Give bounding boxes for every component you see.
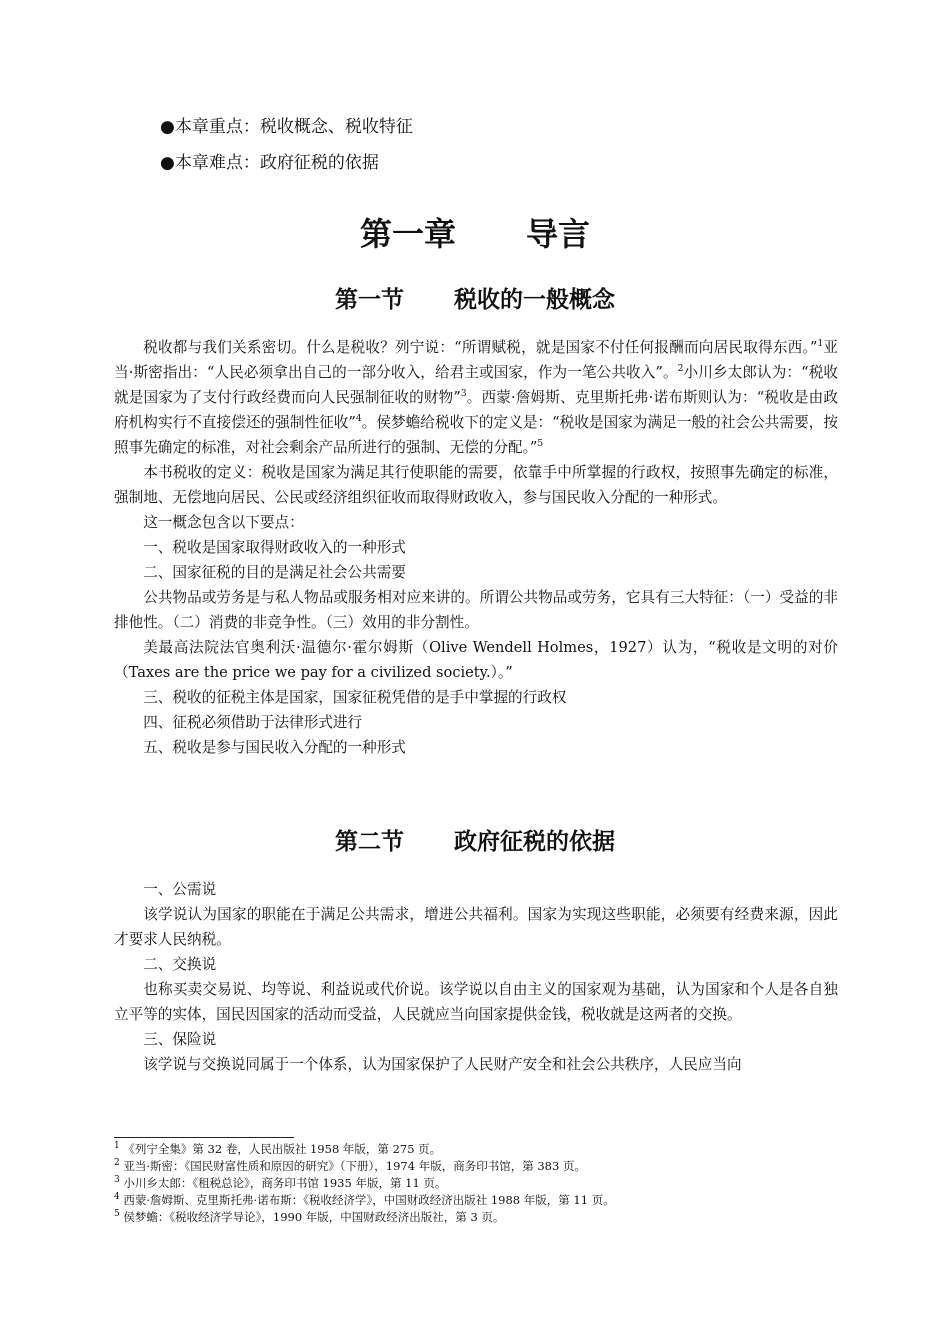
footnotes xyxy=(114,1141,838,1226)
section2-subheading-1: 一、公需说 xyxy=(143,881,217,898)
footnote-item: $^5$ 侯梦蟾：《税收经济学导论》，1990 年版，中国财政经济出版社，第 3 页。 xyxy=(114,1209,505,1224)
section2-paragraph-2: 也称买卖交易说、均等说、利益说或代价说。该学说以自由主义的国家观为基础，认为国家和个人是各自独立平等的实体，国民因国家的活动而受益，人民就应当向国家提供金钱，税收就是这两者的交换。 xyxy=(114,981,838,1023)
section2-subheading-2: 二、交换说 xyxy=(143,956,217,973)
chapter-number: 第一章 xyxy=(359,215,456,253)
footnote-separator xyxy=(114,1137,294,1138)
difficult-points-bullet: ●本章难点：政府征税的依据 xyxy=(160,153,379,173)
section1-heading xyxy=(0,284,950,316)
key-points-bullet: ●本章重点：税收概念、税收特征 xyxy=(160,117,413,137)
section1-paragraph-holmes-quote: 美最高法院法官奥利沃·温德尔·霍尔姆斯（Olive Wendell Holmes，1927）认为，“税收是文明的对价（Taxes are the price we pay for a civilized society.）。” xyxy=(114,639,838,681)
footnote-ref-4[interactable]: 4 xyxy=(355,414,362,425)
section1-point-3: 三、税收的征税主体是国家，国家征税凭借的是手中掌握的行政权 xyxy=(143,689,567,706)
footnote-ref-3[interactable]: 3 xyxy=(460,389,467,400)
section2-paragraph-3: 该学说与交换说同属于一个体系，认为国家保护了人民财产安全和社会公共秩序，人民应当向 xyxy=(143,1056,742,1073)
footnote-ref-5[interactable]: 5 xyxy=(537,439,544,450)
section2-body xyxy=(114,877,838,1077)
section1-title: 税收的一般概念 xyxy=(454,287,615,313)
footnote-item: $^2$ 亚当·斯密：《国民财富性质和原因的研究》（下册），1974 年版，商务印书馆，第 383 页。 xyxy=(114,1158,586,1173)
section2-heading xyxy=(0,826,950,858)
section1-paragraph-1: 税收都与我们关系密切。什么是税收？列宁说：“所谓赋税，就是国家不付任何报酬而向居民取得东西。”$^1$亚当·斯密指出：“人民必须拿出自己的一部分收入，给君主或国家，作为一笔公共收入”。$^2$小川乡太郎认为：“税收就是国家为了支付行政经费而向人民强制征收的财物”$^3$。西蒙·詹姆斯、克里斯托弗·诺布斯则认为：“税收是由政府机构实行不直接偿还的强制性征收”$^4$。侯梦蟾给税收下的定义是：“税收是国家为满足一般的社会公共需要，按照事先确定的标准，对社会剩余产品所进行的强制、无偿的分配。”$^5$ xyxy=(114,339,838,456)
footnote-item: $^1$ 《列宁全集》第 32 卷，人民出版社 1958 年版，第 275 页。 xyxy=(114,1141,442,1156)
section2-number: 第二节 xyxy=(335,829,404,855)
section1-point-1: 一、税收是国家取得财政收入的一种形式 xyxy=(143,539,406,556)
footnote-item: $^4$ 西蒙·詹姆斯、克里斯托弗·诺布斯：《税收经济学》，中国财政经济出版社 1988 年版，第 11 页。 xyxy=(114,1192,615,1207)
section1-paragraph-2: 本书税收的定义：税收是国家为满足其行使职能的需要，依靠手中所掌握的行政权，按照事先确定的标准，强制地、无偿地向居民、公民或经济组织征收而取得财政收入，参与国民收入分配的一种形式。 xyxy=(114,464,838,506)
footnote-ref-1[interactable]: 1 xyxy=(817,339,824,350)
section1-body xyxy=(114,335,838,760)
chapter-title: 导言 xyxy=(526,215,591,253)
section2-paragraph-1: 该学说认为国家的职能在于满足公共需求，增进公共福利。国家为实现这些职能，必须要有经费来源，因此才要求人民纳税。 xyxy=(114,906,838,948)
section2-subheading-3: 三、保险说 xyxy=(143,1031,217,1048)
section1-number: 第一节 xyxy=(335,287,404,313)
footnote-ref-2[interactable]: 2 xyxy=(677,364,684,375)
section1-point-4: 四、征税必须借助于法律形式进行 xyxy=(143,714,363,731)
section2-title: 政府征税的依据 xyxy=(454,829,615,855)
section1-point-5: 五、税收是参与国民收入分配的一种形式 xyxy=(143,739,406,756)
chapter-heading xyxy=(0,212,950,256)
section1-point-2: 二、国家征税的目的是满足社会公共需要 xyxy=(143,564,406,581)
footnote-item: $^3$ 小川乡太郎：《租税总论》，商务印书馆 1935 年版，第 11 页。 xyxy=(114,1175,447,1190)
section1-paragraph-3: 这一概念包含以下要点： xyxy=(143,514,304,531)
section1-paragraph-public-goods: 公共物品或劳务是与私人物品或服务相对应来讲的。所谓公共物品或劳务，它具有三大特征：（一）受益的非排他性。（二）消费的非竞争性。（三）效用的非分割性。 xyxy=(114,589,838,631)
